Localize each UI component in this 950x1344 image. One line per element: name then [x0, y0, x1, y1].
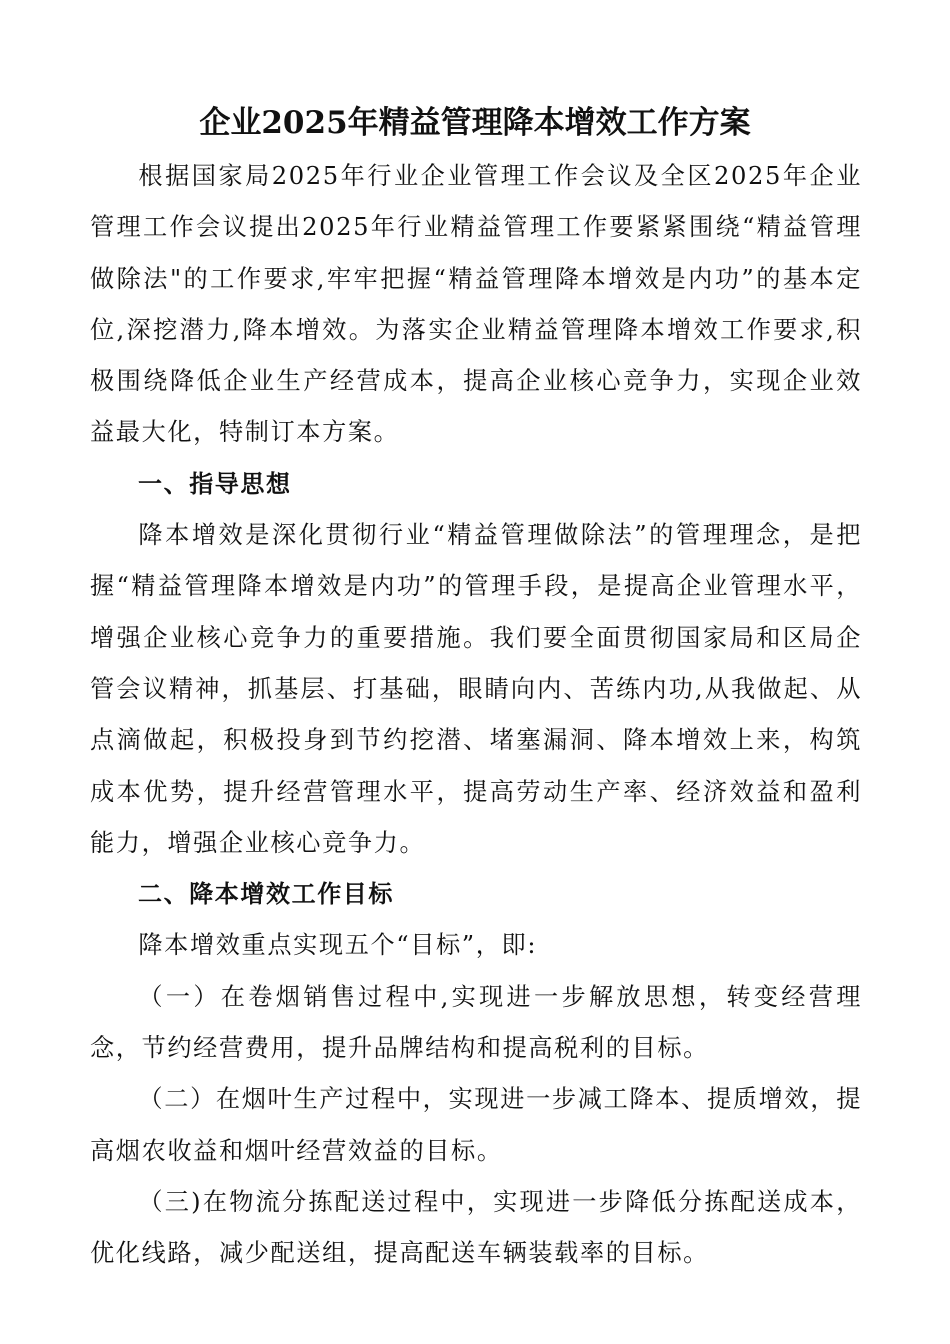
goal-item-2: （二）在烟叶生产过程中，实现进一步减工降本、提质增效，提高烟农收益和烟叶经营效益的目标。	[90, 1085, 862, 1165]
goal-item-1: （一）在卷烟销售过程中,实现进一步解放思想，转变经营理念，节约经营费用，提升品牌结构和提高税利的目标。	[90, 982, 862, 1063]
guiding-ideology-paragraph: 降本增效是深化贯彻行业“精益管理做除法”的管理理念，是把握“精益管理降本增效是内功”的管理手段，是提高企业管理水平，增强企业核心竞争力的重要措施。我们要全面贯彻国家局和区局企管会议精神，抓基层、打基础，眼睛向内、苦练内功,从我做起、从点滴做起，积极投身到节约挖潜、堵塞漏洞、降本增效上来，构筑成本优势，提升经营管理水平，提高劳动生产率、经济效益和盈利能力，增强企业核心竞争力。	[90, 521, 862, 857]
document-body	[90, 151, 862, 1280]
document-title: 企业2025年精益管理降本增效工作方案	[199, 105, 751, 141]
intro-paragraph: 根据国家局2025年行业企业管理工作会议及全区2025年企业管理工作会议提出2025年行业精益管理工作要紧紧围绕“精益管理做除法"的工作要求,牢牢把握“精益管理降本增效是内功”的基本定位,深挖潜力,降本增效。为落实企业精益管理降本增效工作要求,积极围绕降低企业生产经营成本，提高企业核心竞争力，实现企业效益最大化，特制订本方案。	[90, 162, 862, 447]
work-goals-intro: 降本增效重点实现五个“目标”，即:	[138, 931, 538, 960]
section-heading-guiding-ideology: 一、指导思想	[138, 469, 292, 498]
goal-item-3: （三)在物流分拣配送过程中，实现进一步降低分拣配送成本，优化线路，减少配送组，提高配送车辆装载率的目标。	[90, 1187, 862, 1268]
section-heading-work-goals: 二、降本增效工作目标	[138, 880, 394, 909]
